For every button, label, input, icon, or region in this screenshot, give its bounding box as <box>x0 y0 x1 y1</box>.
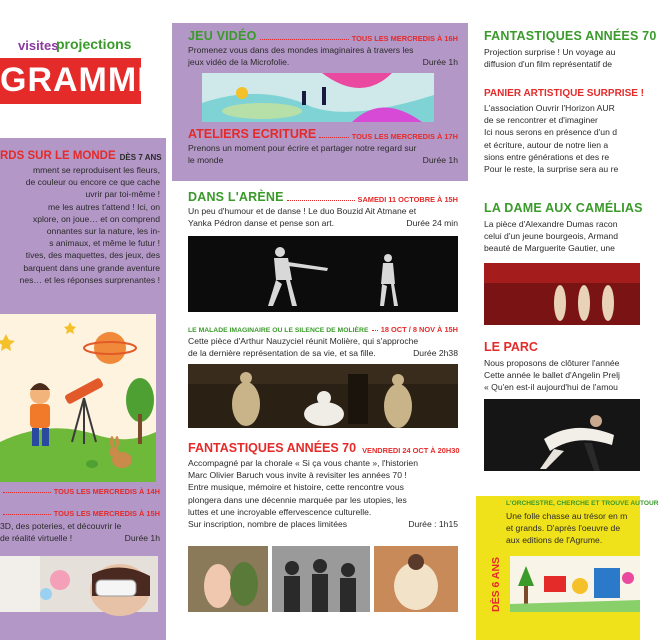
left-column <box>0 0 166 640</box>
right-orchestre-line: Une folle chasse au trésor en m <box>506 511 628 521</box>
right-parc-title: LE PARC <box>484 340 538 354</box>
right-panier-line: Ici nous serons en présence d'un d <box>484 127 618 138</box>
program-banner-text: GRAMME <box>0 61 161 99</box>
event-ateliers <box>188 127 458 166</box>
right-column <box>476 0 659 640</box>
left-event-2-description <box>0 520 160 544</box>
event-fantastiques-line: Marc Olivier Baruch vous invite à revisiter les années 70 ! <box>188 470 407 481</box>
left-event-2-last-row <box>0 532 160 544</box>
right-orchestre-line: aux editions de l'Agrume. <box>506 535 603 546</box>
event-jeu-video <box>188 29 458 68</box>
left-event-1-when: TOUS LES MERCREDIS À 14H <box>53 487 160 496</box>
right-fantastiques-line: Projection surprise ! Un voyage au <box>484 47 616 57</box>
regards-line: mment se reproduisent les fleurs, <box>32 165 160 175</box>
right-dame-line: La pièce d'Alexandre Dumas racon <box>484 219 618 229</box>
event-arene-duration: Durée 24 min <box>406 218 458 229</box>
regards-line: s animaux, et même le futur ! <box>49 238 160 249</box>
middle-column <box>172 0 468 640</box>
right-orchestre-line: et grands. D'après l'oeuvre de <box>506 523 621 534</box>
event-ateliers-when: TOUS LES MERCREDIS À 17H <box>351 132 458 141</box>
event-arene <box>188 190 458 229</box>
event-fantastiques-line: luttes et une incroyable effervescence culturelle. <box>188 506 372 517</box>
left-event-2-line: 3D, des poteries, et découvrir le <box>0 521 122 531</box>
orchestre-illustration <box>510 556 640 612</box>
right-parc-line: Nous proposons de clôturer l'année <box>484 358 620 368</box>
right-panier-line: de se rencontrer et d'imaginer <box>484 115 598 126</box>
tag-projections: projections <box>56 36 132 52</box>
event-ateliers-title: ATELIERS ECRITURE <box>188 127 317 141</box>
dance-photo <box>188 236 458 312</box>
right-parc-line: Cette année le ballet d'Angelin Prelj <box>484 370 620 381</box>
right-event-fantastiques <box>484 29 657 70</box>
right-event-orchestre <box>506 500 659 547</box>
right-fantastiques-line: diffusion d'un film représentatif de <box>484 59 613 70</box>
event-fantastiques-line: Accompagné par la chorale « Si ça vous chante », l'historien <box>188 458 418 468</box>
regards-line: nes… et les réponses surprenantes ! <box>19 274 160 285</box>
event-malade-duration: Durée 2h38 <box>413 348 458 359</box>
event-jeu-when: TOUS LES MERCREDIS À 16H <box>351 34 458 43</box>
right-panier-line: sions entre générations et des re <box>484 151 610 162</box>
event-malade-line: de la dernière représentation de sa vie, et sa fille. <box>188 348 376 359</box>
regards-line: barquent dans une grande aventure <box>23 262 160 273</box>
right-panier-line: Pour le reste, la surprise sera au re <box>484 164 619 175</box>
right-panier-title: PANIER ARTISTIQUE SURPRISE ! <box>484 88 645 99</box>
event-malade <box>188 325 458 359</box>
telescope-illustration <box>0 314 156 482</box>
event-arene-when: SAMEDI 11 OCTOBRE À 15H <box>357 195 458 204</box>
event-jeu-line: Promenez vous dans des mondes imaginaires à travers les <box>188 45 414 55</box>
event-fantastiques-when: VENDREDI 24 OCT À 20H30 <box>362 446 460 455</box>
event-fantastiques <box>188 441 458 530</box>
video-game-image <box>202 73 434 122</box>
regards-header <box>0 150 166 162</box>
age-badge-text: DÈS 6 ANS <box>490 556 502 612</box>
frog-icon <box>86 460 98 468</box>
right-event-parc <box>484 340 644 394</box>
event-ateliers-line: Prenons un moment pour écrire et partager notre regard sur <box>188 143 417 153</box>
right-fantastiques-title: FANTASTIQUES ANNÉES 70 <box>484 29 657 43</box>
event-fantastiques-duration: Durée : 1h15 <box>408 519 458 530</box>
right-dame-title: LA DAME AUX CAMÉLIAS <box>484 201 643 215</box>
theatre-photo <box>188 364 458 428</box>
left-event-1-header <box>0 487 160 496</box>
event-ateliers-duration: Durée 1h <box>422 155 458 166</box>
program-banner <box>0 58 161 104</box>
regards-line: xplore, on joue… et on comprend <box>32 213 160 224</box>
event-arene-line: Un peu d'humour et de danse ! Le duo Bouzid Ait Atmane et <box>188 206 417 216</box>
age-badge <box>476 524 510 624</box>
regards-line: tives, des maquettes, des jeux, des <box>25 250 160 261</box>
right-parc-line: « Qu'en est-il aujourd'hui de l'amou <box>484 382 618 393</box>
left-event-2-line: de réalité virtuelle ! <box>0 533 73 544</box>
planet-icon <box>94 332 126 364</box>
event-fantastiques-line: Sur inscription, nombre de places limitées <box>188 519 348 530</box>
event-fantastiques-line: plongera dans une décennie marquée par les utopies, les <box>188 494 407 505</box>
regards-line: de couleur ou encore ce que cache <box>25 177 160 188</box>
event-jeu-line: jeux vidéo de la Microfolie. <box>188 57 290 68</box>
program-header <box>0 0 166 135</box>
left-event-2-header <box>0 509 160 518</box>
regards-line: me les autres t'attend ! Ici, on <box>48 201 160 212</box>
right-dame-line: celui d'un jeune bourgeois, Armand <box>484 231 618 242</box>
dame-photo <box>484 263 640 325</box>
event-malade-title: LE MALADE IMAGINAIRE OU LE SILENCE DE MOLIÈRE <box>188 327 369 334</box>
event-fantastiques-line: Entre musique, mémoire et histoire, cette rencontre vous <box>188 482 404 493</box>
left-event-2-duration: Durée 1h <box>124 533 160 544</box>
tag-visites: visites <box>18 38 59 53</box>
regards-title: RDS SUR LE MONDE <box>0 150 116 162</box>
right-panier-line: L'association Ouvrir l'Horizon AUR <box>484 103 615 113</box>
regards-line: uvrir par toi-même ! <box>85 189 160 200</box>
event-malade-when: 18 OCT / 8 NOV À 15H <box>380 325 458 334</box>
left-event-2-when: TOUS LES MERCREDIS À 15H <box>53 509 160 518</box>
event-arene-title: DANS L'ARÈNE <box>188 190 284 204</box>
event-fantastiques-title: FANTASTIQUES ANNÉES 70 <box>188 441 357 455</box>
vr-headset-photo <box>0 556 158 612</box>
right-panier-line: et écriture, autour de notre lien a <box>484 139 609 150</box>
event-arene-line: Yanka Pédron danse et pense son art. <box>188 218 335 229</box>
regards-description <box>0 164 160 286</box>
event-jeu-duration: Durée 1h <box>422 57 458 68</box>
seventies-photos <box>188 546 458 612</box>
regards-line: onnantes sur la nature, les in- <box>46 226 160 237</box>
event-malade-line: Cette pièce d'Arthur Nauzyciel réunit Molière, qui s'approche <box>188 336 419 346</box>
right-orchestre-title: L'ORCHESTRE, CHERCHE ET TROUVE AUTOUR <box>506 500 659 507</box>
right-event-panier <box>484 88 644 175</box>
right-dame-line: beauté de Marguerite Gautier, une <box>484 243 615 254</box>
regards-age: DÈS 7 ANS <box>119 153 162 162</box>
event-ateliers-line: le monde <box>188 155 224 166</box>
right-event-dame <box>484 201 644 255</box>
event-jeu-title: JEU VIDÉO <box>188 29 257 43</box>
parc-photo <box>484 399 640 471</box>
